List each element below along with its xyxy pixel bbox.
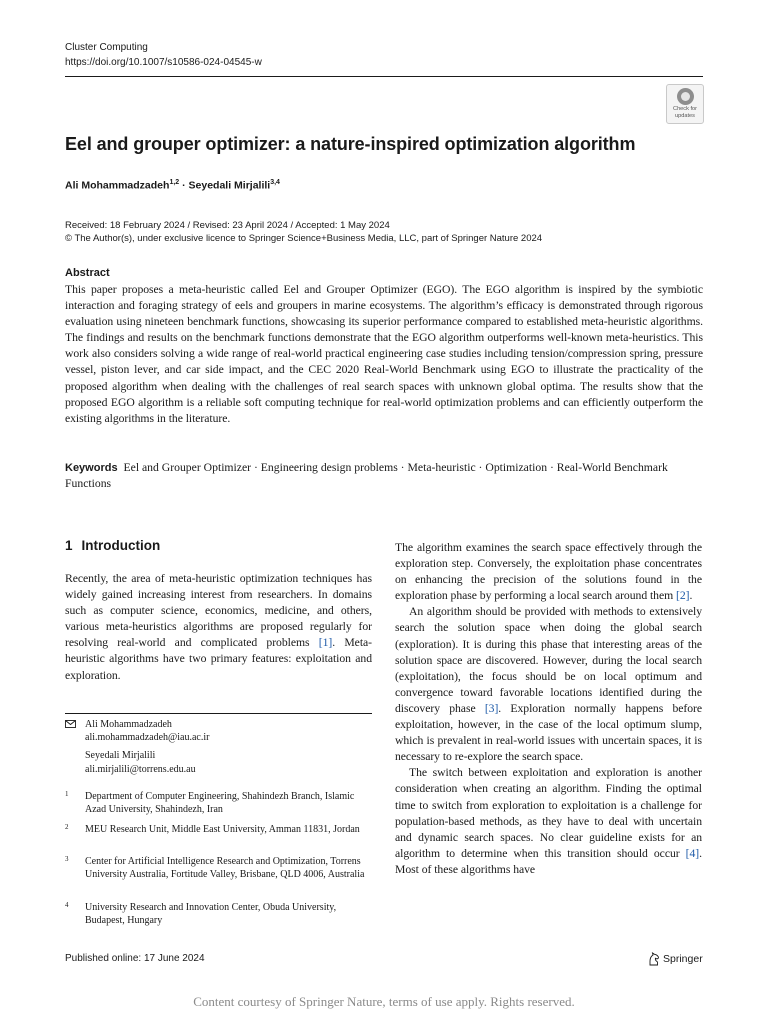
paragraph-text: An algorithm should be provided with methods to extensively search the solution space when doing the global search (exploration). It is during this phase that interesting areas of the solution space are discovered. However, during the local search (exploitation), the focus should be on local optimum and convergence toward favorable locations identified during the discovery phase — [395, 605, 702, 715]
correspondence-block — [65, 718, 372, 781]
affiliation-text: Department of Computer Engineering, Shahindezh Branch, Islamic Azad University, Shahindezh, Iran — [85, 791, 355, 816]
affiliation — [65, 790, 372, 816]
author-affiliation-sup: 3,4 — [270, 179, 280, 186]
citation-link[interactable]: [2] — [676, 589, 690, 603]
envelope-icon — [65, 720, 76, 728]
article-history — [65, 219, 542, 245]
author-name[interactable]: Ali Mohammadzadeh — [65, 179, 170, 192]
paragraph — [395, 765, 702, 878]
affiliation-number: 4 — [65, 901, 69, 909]
correspondent-name: Seyedali Mirjalili — [85, 750, 156, 762]
section-title: Introduction — [81, 538, 161, 553]
author-name[interactable]: Seyedali Mirjalili — [188, 179, 271, 192]
author-list — [65, 179, 280, 192]
affiliation-number: 1 — [65, 790, 69, 798]
courtesy-notice: Content courtesy of Springer Nature, terms of use apply. Rights reserved. — [193, 994, 575, 1009]
doi-link[interactable]: https://doi.org/10.1007/s10586-024-04545-w — [65, 57, 262, 68]
section-heading — [65, 538, 160, 553]
correspondent-email[interactable]: ali.mohammadzadeh@iau.ac.ir — [85, 732, 210, 744]
paragraph-text: . Most of these algorithms have — [395, 846, 702, 876]
paragraph-text: The switch between exploitation and exploration is another consideration when creating an algorithm. Finding the optimal time to switch from exploration to exploitation is a challenge for population-based methods, as they have to deal with uncertain and dynamic search spaces. No clear guideline exists for an algorithm to determine when this transition should occur — [395, 766, 702, 860]
crossmark-icon — [677, 88, 694, 105]
header-rule — [65, 76, 703, 77]
abstract-heading: Abstract — [65, 267, 110, 279]
paragraph — [395, 540, 702, 604]
copyright-line: © The Author(s), under exclusive licence to Springer Science+Business Media, LLC, part of Springer Nature 2024 — [65, 233, 543, 244]
author-affiliation-sup: 1,2 — [169, 179, 180, 186]
affiliation-number: 3 — [65, 855, 69, 863]
left-column — [65, 571, 372, 684]
abstract-text: This paper proposes a meta-heuristic called Eel and Grouper Optimizer (EGO). The EGO algorithm is inspired by the symbiotic interaction and foraging strategy of eels and groupers in marine ecosystems. The algorithm’s efficacy is demonstrated through rigorous evaluation using nineteen benchmark functions, showcasing its superior performance compared to established meta-heuristic algorithms. The findings and results on the benchmark functions demonstrate that the EGO algorithm outperforms well-known meta-heuristics. This work also considers solving a wide range of real-world practical engineering case studies including tension/compression spring, pressure vessel, piston lever, and car side impact, and the CEC 2020 Real-World Benchmark using EGO to illustrate the practicality of the proposed algorithm when dealing with the challenges of real search spaces with unknown global optima. The results show that the proposed EGO algorithm is a reliable soft computing technique for real-world optimization problems and can efficiently outperform the existing algorithms in the literature. — [65, 283, 703, 425]
footnote-rule — [65, 713, 372, 714]
correspondence-entry — [85, 749, 372, 775]
paragraph-text: . — [689, 589, 693, 603]
journal-name: Cluster Computing — [65, 42, 148, 53]
right-column — [395, 540, 702, 878]
journal-header — [65, 40, 262, 70]
paragraph-text: The algorithm examines the search space effectively through the exploration step. Conversely, the exploitation phase concentrates on enhancing the precision of the solutions found in the exploration phase by performing a local search around them — [395, 541, 702, 603]
affiliation — [65, 823, 372, 836]
keywords-heading: Keywords — [65, 462, 118, 474]
keywords-list: Eel and Grouper Optimizer · Engineering design problems · Meta-heuristic · Optimization · Real-World Benchmark Functions — [65, 461, 668, 491]
paragraph-text: . Meta-heuristic algorithms have two primary features: exploitation and exploration. — [65, 636, 372, 682]
citation-link[interactable]: [3] — [484, 701, 499, 715]
section-number: 1 — [65, 538, 73, 553]
paragraph-text: . Exploration normally happens before exploitation, however, in the case of the local optimum slump, which is prevalent in real-world issues with uncertain spaces, it is necessary to re-explore the search space. — [395, 701, 703, 764]
affiliation-number: 2 — [65, 823, 69, 831]
paper-title: Eel and grouper optimizer: a nature-inspired optimization algorithm — [65, 134, 636, 154]
paragraph — [65, 571, 372, 684]
citation-link[interactable]: [1] — [318, 636, 333, 650]
publisher-name: Springer — [663, 953, 703, 965]
publisher-logo[interactable] — [648, 952, 703, 966]
check-for-updates-badge[interactable] — [666, 84, 704, 124]
badge-line-2: updates — [675, 113, 695, 119]
published-date: Published online: 17 June 2024 — [65, 953, 205, 964]
keywords-block — [65, 460, 703, 492]
affiliation-text: Center for Artificial Intelligence Research and Optimization, Torrens University Australia, Fortitude Valley, Brisbane, QLD 4006, Australia — [85, 856, 365, 881]
affiliation-text: University Research and Innovation Center, Obuda University, Budapest, Hungary — [85, 902, 337, 927]
badge-line-1: Check for — [673, 106, 697, 112]
paragraph-text: Recently, the area of meta-heuristic optimization techniques has widely gained increasing interest from researchers. In domains such as computer science, economics, medicine, and others, various meta-heuristics algorithms are proposed regularly for resolving real-world and complicated problems — [65, 572, 372, 650]
affiliation-text: MEU Research Unit, Middle East University, Amman 11831, Jordan — [85, 824, 360, 835]
correspondent-name: Ali Mohammadzadeh — [85, 719, 172, 730]
author-separator: · — [182, 179, 186, 192]
correspondent-email[interactable]: ali.mirjalili@torrens.edu.au — [85, 763, 196, 775]
affiliation — [65, 901, 372, 927]
citation-link[interactable]: [4] — [685, 846, 700, 860]
correspondence-entry — [85, 718, 372, 744]
affiliation — [65, 855, 372, 881]
springer-knight-icon — [648, 952, 660, 966]
paragraph — [395, 604, 702, 765]
received-dates: Received: 18 February 2024 / Revised: 23 April 2024 / Accepted: 1 May 2024 — [65, 220, 390, 231]
